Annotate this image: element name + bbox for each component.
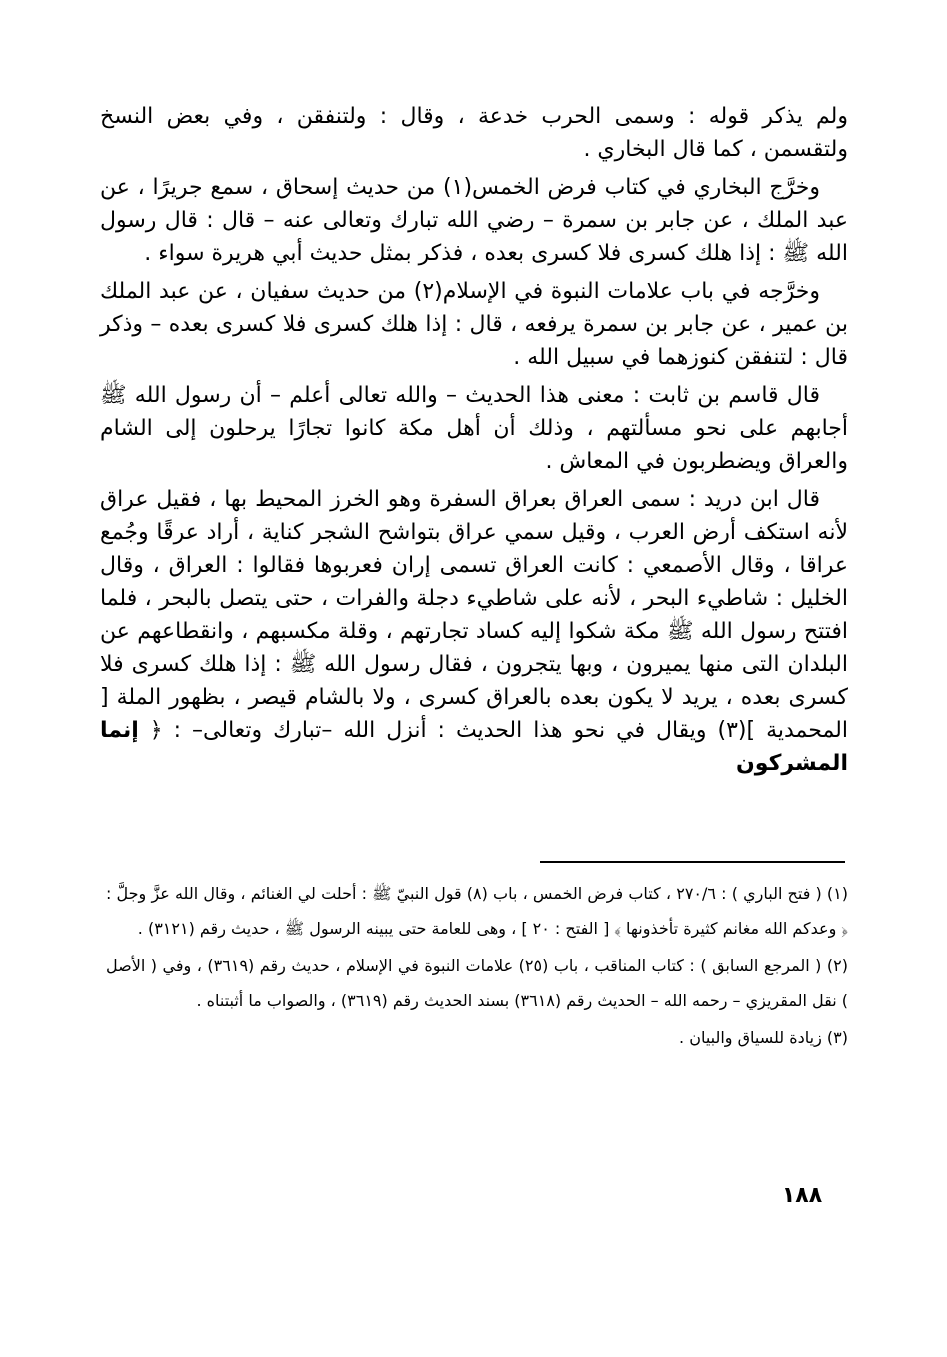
paragraph: وخرَّجه في باب علامات النبوة في الإسلام(٢) من حديث سفيان ، عن عبد الملك بن عمير ، عن جابر بن سمرة يرفعه ، قال : إذا هلك كسرى فلا كسرى بعده – وذكر قال : لتنفقن كنوزهما في سبيل الله . (100, 279, 848, 370)
paragraph: قال قاسم بن ثابت : معنى هذا الحديث – والله تعالى أعلم – أن رسول الله ﷺ أجابهم على نحو مسألتهم ، وذلك أن أهل مكة كانوا تجارًا يرحلون إلى الشام والعراق ويضطربون في المعاش . (100, 383, 848, 474)
paragraph-text: قال ابن دريد : سمى العراق بعراق السفرة وهو الخرز المحيط بها ، فقيل عراق لأنه استكف أرض العرب ، وقيل سمي عراق بتواشح الشجر كناية ، أراد عرقًا وجُمع عراقا ، وقال الأصمعي : كانت العراق تسمى إران فعربوها فقالوا : العراق ، وقال الخليل : شاطيء البحر ، لأنه على شاطيء دجلة والفرات ، حتى يتصل بالبحر ، فلما افتتح رسول الله ﷺ مكة شكوا إليه كساد تجارتهم ، وقلة مكسبهم ، وانقطاعهم عن البلدان التى منها يميرون ، وبها يتجرون ، فقال رسول الله ﷺ : إذا هلك كسرى فلا كسرى بعده ، يريد لا يكون بعده بالعراق كسرى ، ولا بالشام قيصر ، بظهور الملة [ المحمدية ](٣) ويقال في نحو هذا الحديث : أنزل الله –تبارك وتعالى– : ﴿ (100, 487, 848, 743)
footnote-separator (540, 861, 845, 863)
footnotes (106, 876, 848, 1057)
quran-quote-start: إنما المشركون (100, 718, 848, 776)
main-text (100, 100, 848, 785)
page-number: ١٨٨ (781, 1183, 823, 1208)
paragraph: ولم يذكر قوله : وسمى الحرب خدعة ، وقال : ولتنفقن ، وفي بعض النسخ ولتقسمن ، كما قال البخاري . (100, 104, 848, 162)
footnote-2: (٢) ( المرجع السابق ) : كتاب المناقب ، باب (٢٥) علامات النبوة في الإسلام ، حديث رقم (٣٦١٩) ، وفي ( الأصل ) نقل المقريزي – رحمه الله – الحديث رقم (٣٦١٨) بسند الحديث رقم (٣٦١٩) ، والصواب ما أثبتناه . (106, 956, 849, 1010)
paragraph: وخرَّج البخاري في كتاب فرض الخمس(١) من حديث إسحاق ، سمع جريرًا ، عن عبد الملك ، عن جابر بن سمرة – رضي الله تبارك وتعالى عنه – قال : قال رسول الله ﷺ : إذا هلك كسرى فلا كسرى بعده ، فذكر بمثل حديث أبي هريرة سواء . (100, 175, 848, 266)
footnote-1: (١) ( فتح الباري ) : ٢٧٠/٦ ، كتاب فرض الخمس ، باب (٨) قول النبيّ ﷺ : أحلت لي الغنائم ، وقال الله عزَّ وجلَّ : ﴿ وعدكم الله مغانم كثيرة تأخذونها ﴾ [ الفتح : ٢٠ ] ، وهى للعامة حتى يبينه الرسول ﷺ ، حديث رقم (٣١٢١) . (106, 884, 849, 938)
paragraph-last (100, 483, 848, 780)
footnote-3: (٣) زيادة للسياق والبيان . (679, 1028, 848, 1047)
